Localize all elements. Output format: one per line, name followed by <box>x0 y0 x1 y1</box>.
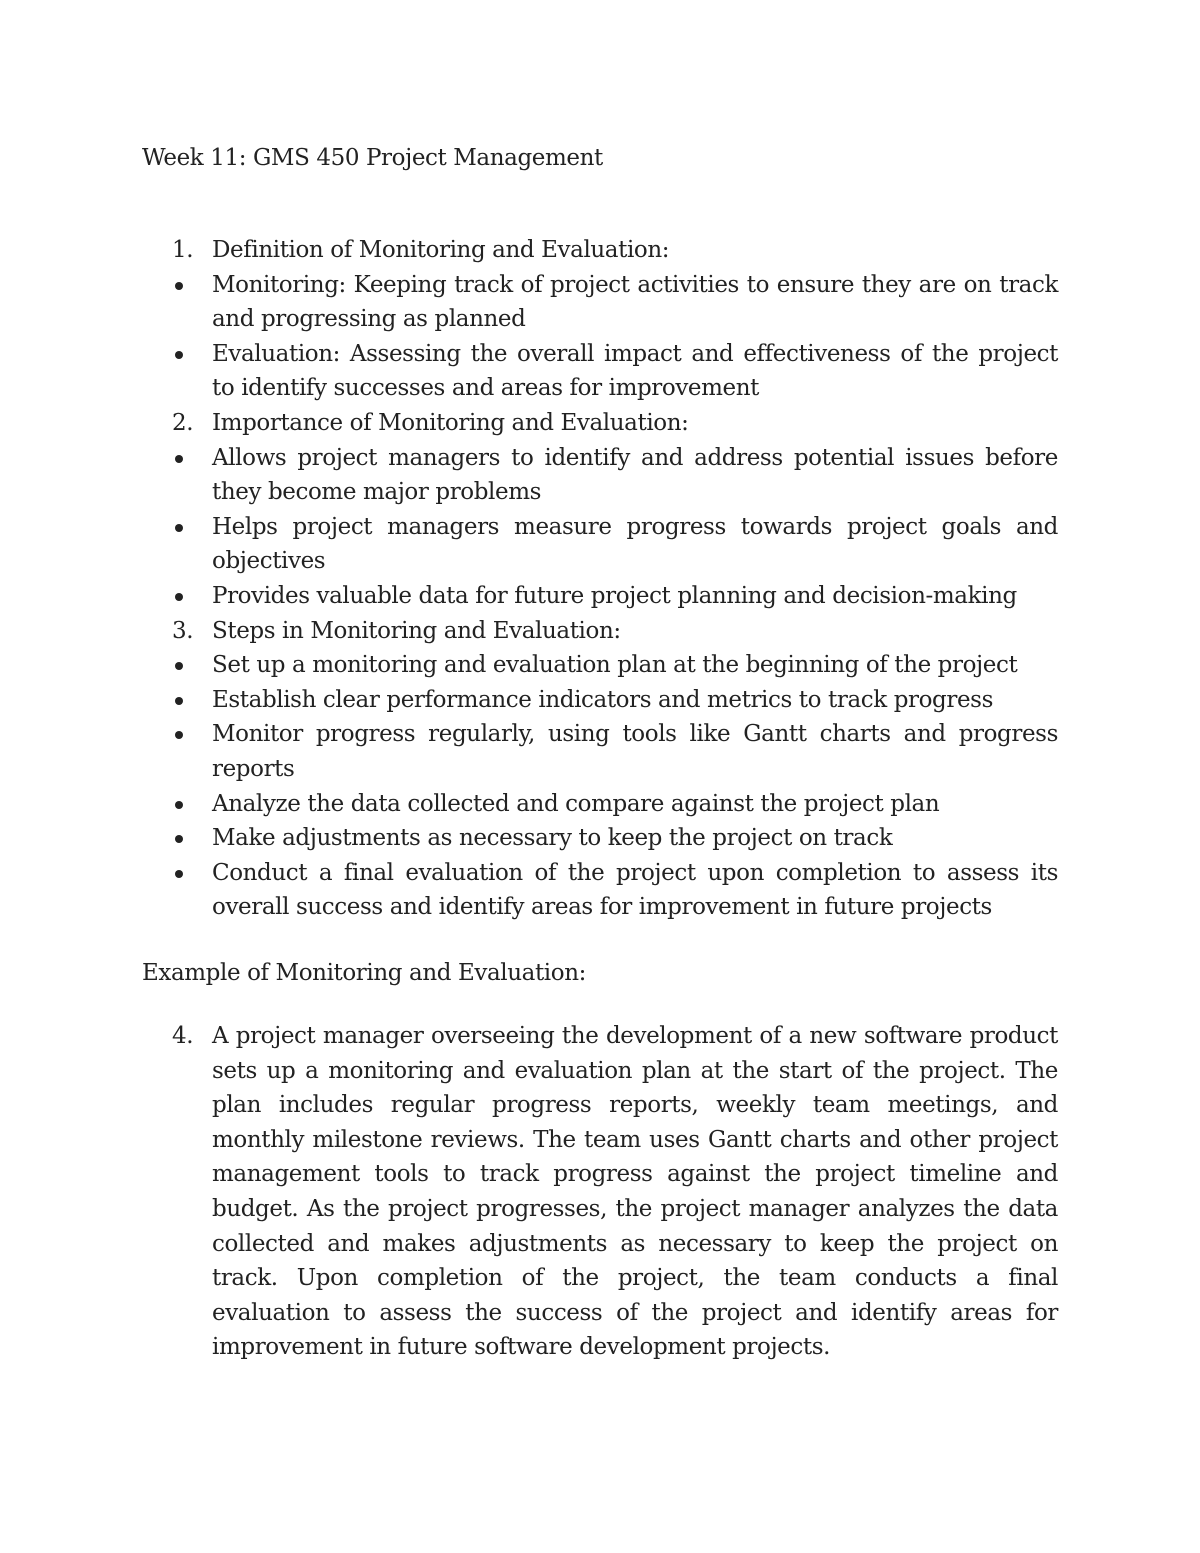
list-item <box>142 1019 1058 1365</box>
list-item <box>142 717 1058 786</box>
list-item <box>142 441 1058 510</box>
list-number: 4. <box>172 1023 194 1049</box>
list-item <box>142 337 1058 406</box>
list-item-text: Importance of Monitoring and Evaluation: <box>212 409 689 436</box>
list-number: 2. <box>172 409 194 436</box>
list-item <box>142 510 1058 579</box>
list-item <box>142 406 1058 441</box>
list-item <box>142 856 1058 925</box>
list-item-text: Conduct a final evaluation of the project upon completion to assess its overall success and identify areas for improvement in future projects <box>212 859 1058 921</box>
list-item <box>142 579 1058 614</box>
outline-list <box>142 233 1058 925</box>
list-number: 1. <box>172 237 194 263</box>
list-item <box>142 233 1058 268</box>
list-item-text: Steps in Monitoring and Evaluation: <box>212 617 621 644</box>
list-item-text: Allows project managers to identify and address potential issues before they become major problems <box>212 444 1058 506</box>
list-item <box>142 787 1058 822</box>
list-item-text: Monitor progress regularly, using tools like Gantt charts and progress reports <box>212 721 1058 782</box>
list-item-text: Analyze the data collected and compare against the project plan <box>212 790 940 817</box>
list-item-text: Set up a monitoring and evaluation plan at the beginning of the project <box>212 652 1018 679</box>
list-item-text: Monitoring: Keeping track of project activities to ensure they are on track and progressing as planned <box>212 271 1058 333</box>
list-item <box>142 821 1058 856</box>
list-item-text: Establish clear performance indicators and metrics to track progress <box>212 686 993 713</box>
list-item <box>142 268 1058 337</box>
list-item-text: Definition of Monitoring and Evaluation: <box>212 237 670 263</box>
page-title: Week 11: GMS 450 Project Management <box>142 145 603 171</box>
list-number: 3. <box>172 617 194 644</box>
list-item <box>142 683 1058 718</box>
example-heading: Example of Monitoring and Evaluation: <box>142 960 586 986</box>
example-list <box>142 1019 1058 1365</box>
list-item-text: Make adjustments as necessary to keep the project on track <box>212 825 893 852</box>
list-item <box>142 648 1058 683</box>
list-item-text: Evaluation: Assessing the overall impact and effectiveness of the project to identify successes and areas for improvement <box>212 340 1058 402</box>
list-item-text: Helps project managers measure progress towards project goals and objectives <box>212 513 1058 575</box>
list-item <box>142 614 1058 649</box>
list-item-text: Provides valuable data for future project planning and decision-making <box>212 582 1017 609</box>
example-paragraph: A project manager overseeing the development of a new software product sets up a monitoring and evaluation plan at the start of the project. The plan includes regular progress reports, weekly team meetings, and monthly milestone reviews. The team uses Gantt charts and other project management tools to track progress against the project timeline and budget. As the project progresses, the project manager analyzes the data collected and makes adjustments as necessary to keep the project on track. Upon completion of the project, the team conducts a final evaluation to assess the success of the project and identify areas for improvement in future software development projects. <box>212 1023 1058 1361</box>
